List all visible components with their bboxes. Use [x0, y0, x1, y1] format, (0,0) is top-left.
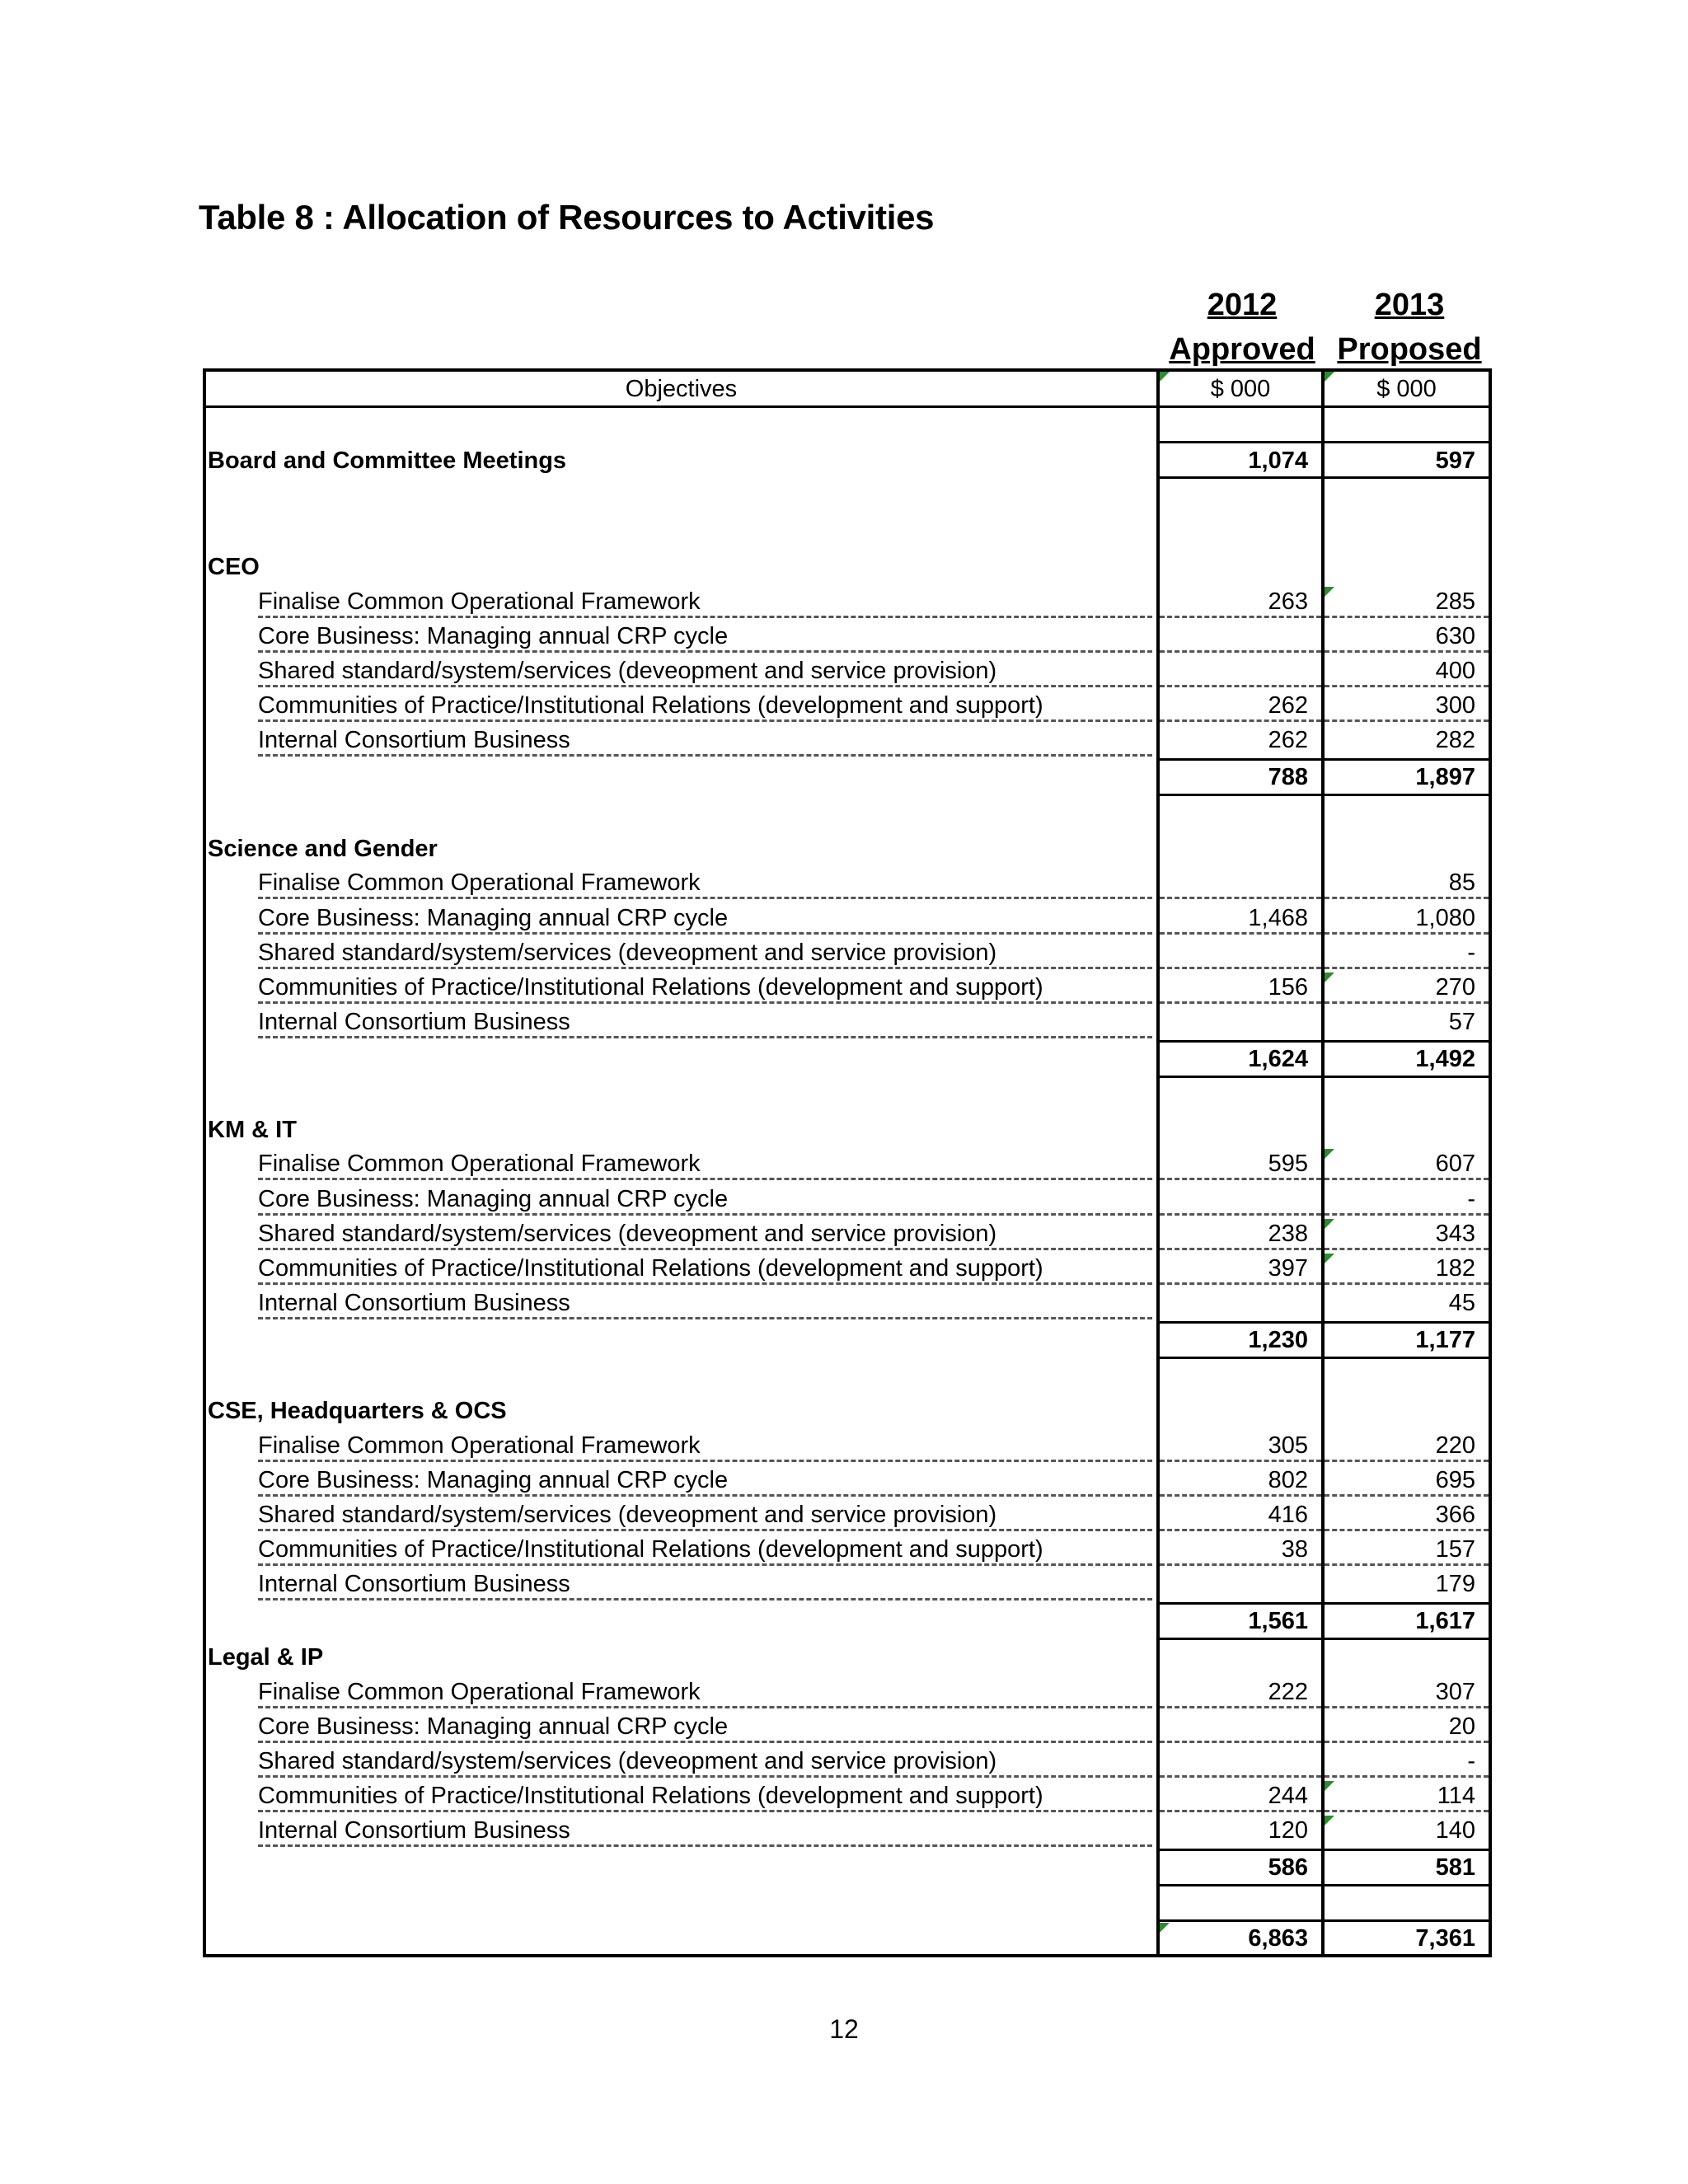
value-2012: 156: [1160, 972, 1321, 1004]
value-2013: 179: [1435, 1571, 1475, 1597]
value-2012: 262: [1160, 691, 1321, 722]
objectives-column-header: Objectives: [625, 376, 738, 402]
row-rule: [1160, 1602, 1321, 1605]
value-2013: 300: [1325, 691, 1489, 722]
section-total-2013: 1,897: [1415, 764, 1475, 790]
grand-total-2013: 7,361: [1415, 1925, 1475, 1952]
row-rule: [1160, 1321, 1321, 1324]
value-2012: [1160, 656, 1321, 687]
row-rule: [1325, 476, 1489, 479]
list-item: Communities of Practice/Institutional Relations (development and support): [258, 972, 1152, 1004]
value-2012: 595: [1160, 1149, 1321, 1180]
approved-header: Approved: [1169, 332, 1315, 367]
value-2013: 157: [1325, 1535, 1489, 1566]
row-rule: [1325, 794, 1489, 796]
section-total-2013: 1,617: [1415, 1608, 1475, 1634]
value-2012: 38: [1160, 1535, 1321, 1566]
row-rule: [1160, 441, 1321, 443]
list-item: Internal Consortium Business: [258, 1816, 1152, 1847]
value-2012: [1160, 1712, 1321, 1743]
list-item: Core Business: Managing annual CRP cycle: [258, 1184, 1152, 1216]
list-item: Core Business: Managing annual CRP cycle: [258, 1712, 1152, 1743]
value-2012: 120: [1268, 1817, 1308, 1844]
row-rule: [1160, 1638, 1321, 1640]
value-2012: 244: [1160, 1781, 1321, 1812]
board-2013: 597: [1435, 448, 1475, 474]
row-rule: [1325, 441, 1489, 443]
board-label: Board and Committee Meetings: [208, 448, 567, 474]
unit-2013: $ 000: [1376, 376, 1437, 402]
row-rule: [1160, 476, 1321, 479]
value-2012: 222: [1160, 1677, 1321, 1708]
value-2013: 343: [1325, 1219, 1489, 1250]
row-rule: [1160, 1884, 1321, 1886]
section-title: Science and Gender: [208, 836, 438, 862]
row-rule: [1325, 1602, 1489, 1605]
list-item: Communities of Practice/Institutional Relations (development and support): [258, 691, 1152, 722]
section-total-2012: 1,561: [1248, 1608, 1308, 1634]
value-2012: [1160, 1184, 1321, 1216]
row-rule: [1325, 1076, 1489, 1078]
value-2012: [1160, 621, 1321, 653]
section-total-2012: 788: [1268, 764, 1308, 790]
value-2013: -: [1325, 938, 1489, 969]
row-rule: [1160, 1919, 1321, 1922]
year-2012-header: 2012: [1207, 288, 1278, 322]
value-2013: 282: [1435, 727, 1475, 753]
value-2012: [1160, 868, 1321, 899]
value-2013: 20: [1325, 1712, 1489, 1743]
row-rule: [1325, 1321, 1489, 1324]
value-2012: [1160, 938, 1321, 969]
list-item: Internal Consortium Business: [258, 1569, 1152, 1601]
list-item: Finalise Common Operational Framework: [258, 1149, 1152, 1180]
value-2012: 1,468: [1160, 903, 1321, 935]
cell-marker: [1325, 1219, 1334, 1229]
row-rule: [1160, 1040, 1321, 1043]
value-2013: 285: [1325, 587, 1489, 618]
list-item: Internal Consortium Business: [258, 725, 1152, 757]
row-rule: [1325, 1357, 1489, 1359]
unit-2012: $ 000: [1210, 376, 1271, 402]
value-2012: 238: [1160, 1219, 1321, 1250]
value-2012: 397: [1160, 1254, 1321, 1285]
section-title: CEO: [208, 554, 260, 580]
row-rule: [1160, 794, 1321, 796]
board-2012: 1,074: [1248, 448, 1308, 474]
list-item: Finalise Common Operational Framework: [258, 587, 1152, 618]
value-2013: 607: [1325, 1149, 1489, 1180]
row-rule: [1160, 1849, 1321, 1851]
row-rule: [1325, 1849, 1489, 1851]
list-item: Internal Consortium Business: [258, 1007, 1152, 1038]
value-2012: [1160, 1746, 1321, 1778]
section-title: Legal & IP: [208, 1644, 324, 1671]
list-item: Finalise Common Operational Framework: [258, 1431, 1152, 1462]
row-rule: [1160, 1076, 1321, 1078]
row-rule: [1160, 1357, 1321, 1359]
list-item: Shared standard/system/services (deveopment and service provision): [258, 938, 1152, 969]
value-2012: 416: [1160, 1500, 1321, 1531]
row-rule: [1325, 1884, 1489, 1886]
value-2013: 140: [1435, 1817, 1475, 1844]
value-2013: 307: [1325, 1677, 1489, 1708]
section-total-2013: 581: [1435, 1854, 1475, 1881]
value-2013: -: [1325, 1184, 1489, 1216]
section-title: KM & IT: [208, 1117, 297, 1143]
cell-marker: [1325, 1254, 1334, 1263]
value-2012: 802: [1160, 1465, 1321, 1497]
grand-total-2012: 6,863: [1248, 1925, 1308, 1952]
list-item: Shared standard/system/services (deveopment and service provision): [258, 656, 1152, 687]
section-total-2012: 1,230: [1248, 1327, 1308, 1353]
value-2013: 182: [1325, 1254, 1489, 1285]
list-item: Shared standard/system/services (deveopment and service provision): [258, 1219, 1152, 1250]
section-total-2012: 586: [1268, 1854, 1308, 1881]
row-rule: [1325, 1919, 1489, 1922]
header-divider: [203, 405, 1492, 408]
value-2013: 57: [1448, 1009, 1475, 1035]
year-2013-header: 2013: [1374, 288, 1445, 322]
row-rule: [1325, 1638, 1489, 1640]
row-rule: [1325, 758, 1489, 761]
section-total-2012: 1,624: [1248, 1046, 1308, 1072]
list-item: Communities of Practice/Institutional Relations (development and support): [258, 1535, 1152, 1566]
page-title: Table 8 : Allocation of Resources to Activities: [199, 198, 935, 237]
list-item: Communities of Practice/Institutional Relations (development and support): [258, 1781, 1152, 1812]
list-item: Shared standard/system/services (deveopment and service provision): [258, 1500, 1152, 1531]
cell-marker: [1325, 1781, 1334, 1791]
value-2013: 366: [1325, 1500, 1489, 1531]
value-2013: -: [1325, 1746, 1489, 1778]
value-2013: 1,080: [1325, 903, 1489, 935]
value-2013: 220: [1325, 1431, 1489, 1462]
section-total-2013: 1,492: [1415, 1046, 1475, 1072]
list-item: Core Business: Managing annual CRP cycle: [258, 1465, 1152, 1497]
page-number: 12: [829, 2014, 859, 2044]
cell-marker: [1325, 972, 1334, 982]
value-2013: 114: [1325, 1781, 1489, 1812]
list-item: Finalise Common Operational Framework: [258, 868, 1152, 899]
section-title: CSE, Headquarters & OCS: [208, 1398, 507, 1424]
value-2012: 262: [1268, 727, 1308, 753]
list-item: Internal Consortium Business: [258, 1288, 1152, 1319]
row-rule: [1160, 758, 1321, 761]
list-item: Finalise Common Operational Framework: [258, 1677, 1152, 1708]
list-item: Core Business: Managing annual CRP cycle: [258, 621, 1152, 653]
section-total-2013: 1,177: [1415, 1327, 1475, 1353]
list-item: Shared standard/system/services (deveopment and service provision): [258, 1746, 1152, 1778]
value-2013: 85: [1325, 868, 1489, 899]
list-item: Core Business: Managing annual CRP cycle: [258, 903, 1152, 935]
value-2013: 45: [1448, 1290, 1475, 1316]
value-2013: 630: [1325, 621, 1489, 653]
cell-marker: [1325, 1816, 1334, 1825]
cell-marker: [1325, 587, 1334, 597]
value-2013: 695: [1325, 1465, 1489, 1497]
value-2013: 270: [1325, 972, 1489, 1004]
proposed-header: Proposed: [1337, 332, 1482, 367]
cell-marker: [1325, 1149, 1334, 1159]
list-item: Communities of Practice/Institutional Relations (development and support): [258, 1254, 1152, 1285]
row-rule: [1325, 1040, 1489, 1043]
value-2012: 305: [1160, 1431, 1321, 1462]
value-2013: 400: [1325, 656, 1489, 687]
value-2012: 263: [1160, 587, 1321, 618]
